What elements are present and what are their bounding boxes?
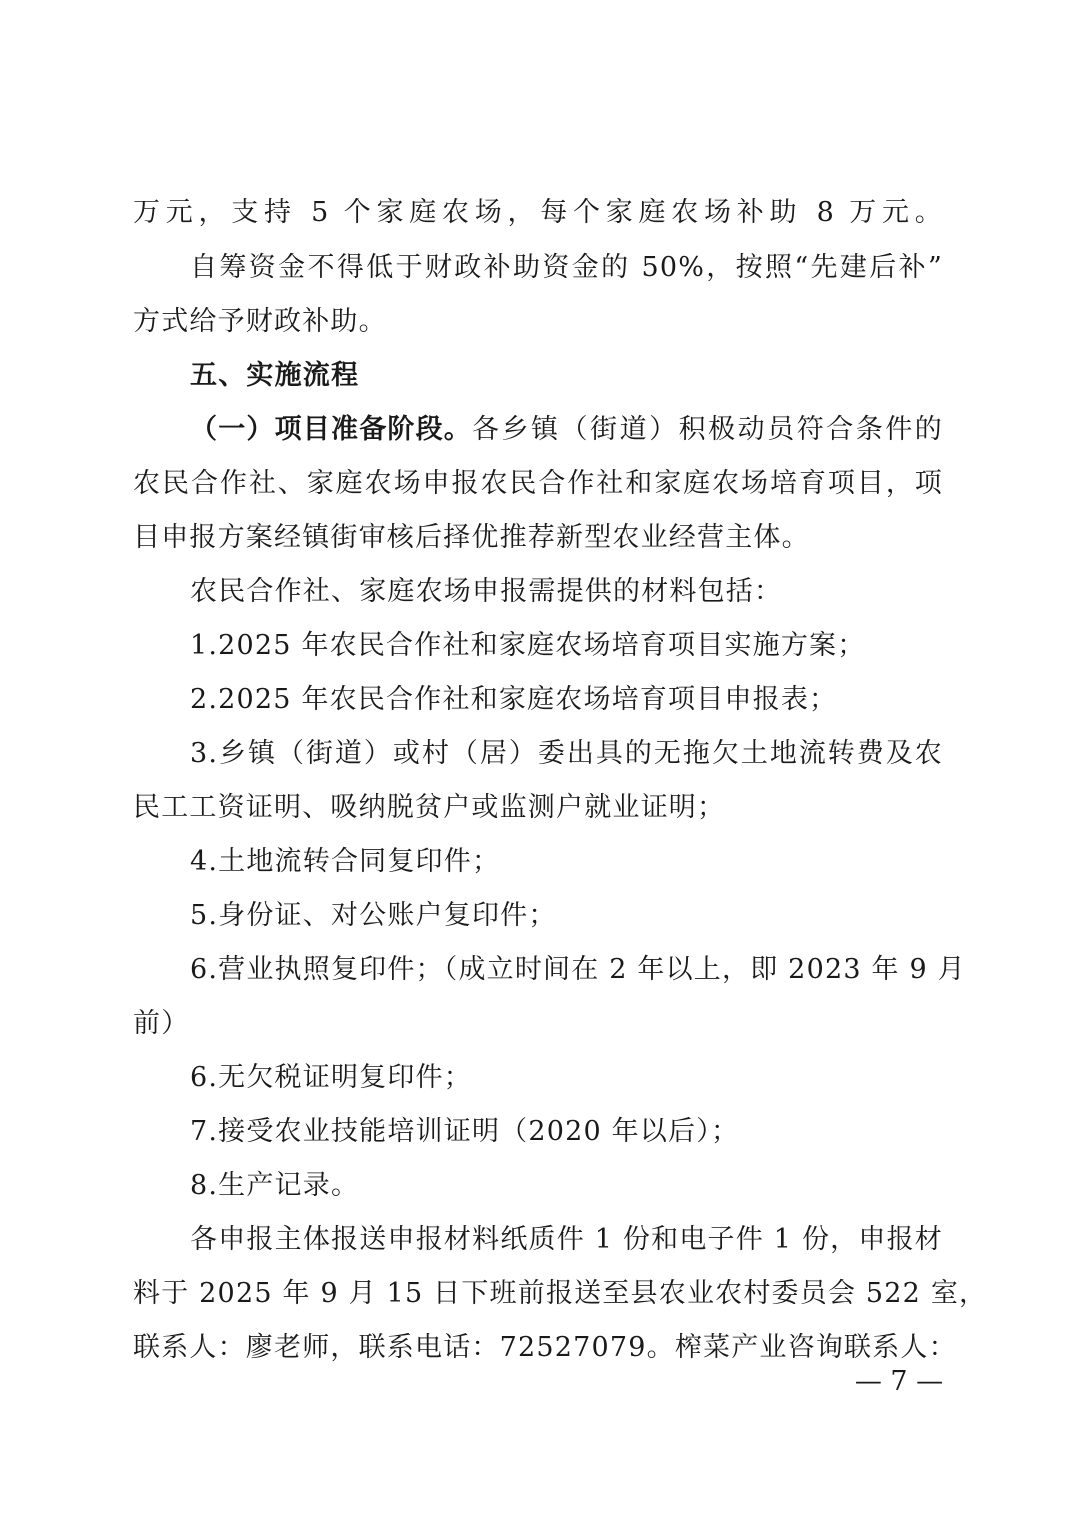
list-item: 2.2025 年农民合作社和家庭农场培育项目申报表； bbox=[190, 684, 838, 715]
text-line: 万元，支持 5 个家庭农场，每个家庭农场补助 8 万元。 bbox=[133, 197, 943, 228]
text-line: 料于 2025 年 9 月 15 日下班前报送至县农业农村委员会 522 室， bbox=[133, 1278, 988, 1309]
list-item: 8.生产记录。 bbox=[190, 1170, 360, 1201]
text-line: 农民合作社、家庭农场申报农民合作社和家庭农场培育项目，项 bbox=[133, 468, 943, 499]
text-line: 联系人：廖老师，联系电话：72527079。榨菜产业咨询联系人： bbox=[133, 1332, 957, 1363]
text-line: 目申报方案经镇街审核后择优推荐新型农业经营主体。 bbox=[133, 522, 810, 553]
text-line: 方式给予财政补助。 bbox=[133, 306, 387, 337]
list-item: 3.乡镇（街道）或村（居）委出具的无拖欠土地流转费及农 bbox=[190, 738, 943, 769]
page-number: — 7 — bbox=[854, 1366, 944, 1397]
list-item: 6.营业执照复印件；（成立时间在 2 年以上，即 2023 年 9 月 bbox=[190, 954, 966, 985]
subheading: （一）项目准备阶段。 bbox=[190, 414, 472, 445]
text-line: 各申报主体报送申报材料纸质件 1 份和电子件 1 份，申报材 bbox=[190, 1224, 943, 1255]
text-line: 农民合作社、家庭农场申报需提供的材料包括： bbox=[190, 576, 783, 607]
list-item: 1.2025 年农民合作社和家庭农场培育项目实施方案； bbox=[190, 630, 866, 661]
paragraph-text: 各乡镇（街道）积极动员符合条件的 bbox=[472, 414, 943, 445]
text-line-with-subheading bbox=[190, 410, 943, 450]
list-item: 4.土地流转合同复印件； bbox=[190, 846, 501, 877]
text-line: 自筹资金不得低于财政补助资金的 50%，按照“先建后补” bbox=[190, 252, 943, 283]
list-item: 6.无欠税证明复印件； bbox=[190, 1062, 472, 1093]
list-item: 5.身份证、对公账户复印件； bbox=[190, 900, 557, 931]
section-heading: 五、实施流程 bbox=[190, 360, 360, 391]
list-item: 7.接受农业技能培训证明（2020 年以后）； bbox=[190, 1116, 740, 1147]
list-item-continuation: 前） bbox=[133, 1008, 190, 1039]
list-item-continuation: 民工工资证明、吸纳脱贫户或监测户就业证明； bbox=[133, 792, 726, 823]
